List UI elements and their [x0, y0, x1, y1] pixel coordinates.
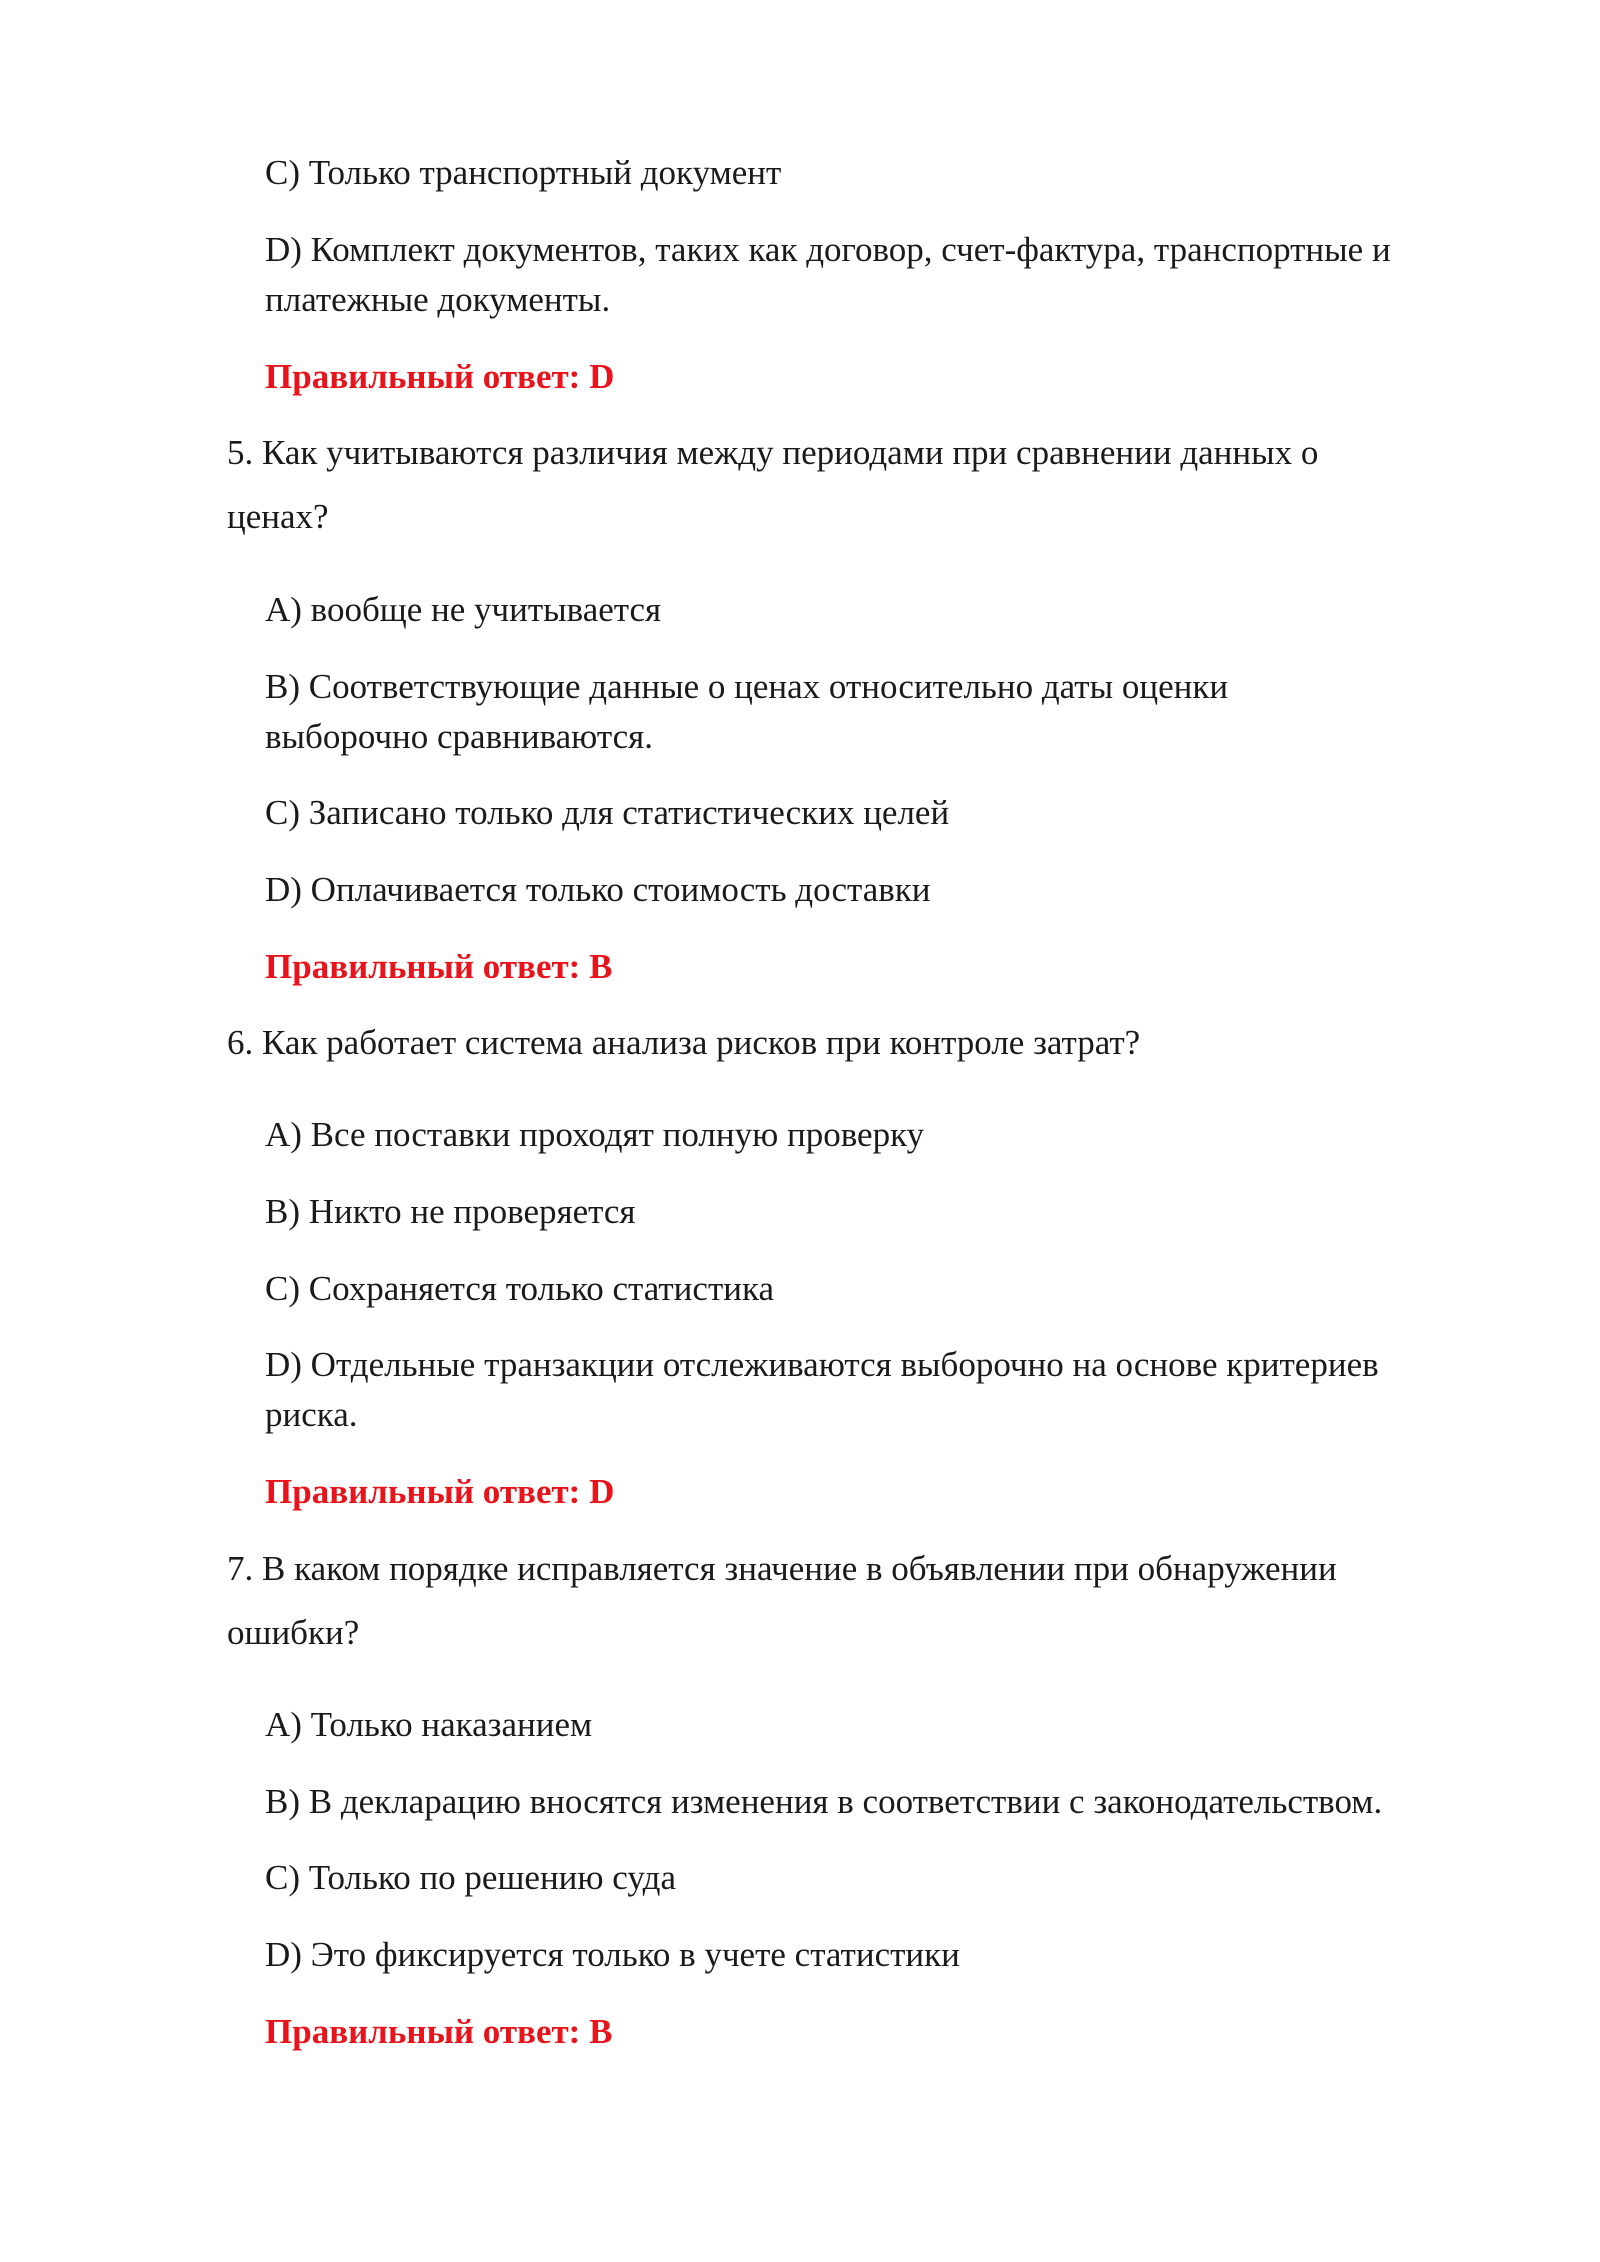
q5-option-d: D) Оплачивается только стоимость доставки	[265, 870, 931, 909]
q5-question-line1: 5. Как учитываются различия между периодами при сравнении данных о	[227, 433, 1319, 472]
q4-answer: Правильный ответ: D	[265, 357, 615, 396]
q5-question-line2: ценах?	[227, 497, 329, 536]
q5-option-c: C) Записано только для статистических целей	[265, 793, 950, 832]
q6-answer: Правильный ответ: D	[265, 1472, 615, 1511]
q5-option-b-line1: B) Соответствующие данные о ценах относительно даты оценки	[265, 667, 1229, 706]
q7-question-line2: ошибки?	[227, 1613, 360, 1652]
q6-option-d-line2: риска.	[265, 1395, 358, 1434]
q7-option-b: B) В декларацию вносятся изменения в соответствии с законодательством.	[265, 1782, 1383, 1821]
q6-option-d-line1: D) Отдельные транзакции отслеживаются выборочно на основе критериев	[265, 1345, 1379, 1384]
q6-option-c: C) Сохраняется только статистика	[265, 1269, 774, 1308]
q7-option-a: A) Только наказанием	[265, 1705, 593, 1744]
q4-option-d-line1: D) Комплект документов, таких как договор, счет-фактура, транспортные и	[265, 230, 1391, 269]
q4-option-d-line2: платежные документы.	[265, 280, 611, 319]
q6-option-a: A) Все поставки проходят полную проверку	[265, 1115, 925, 1154]
q7-option-c: C) Только по решению суда	[265, 1858, 677, 1897]
q5-option-a: A) вообще не учитывается	[265, 590, 662, 629]
q7-option-d: D) Это фиксируется только в учете статистики	[265, 1935, 960, 1974]
q4-option-c: C) Только транспортный документ	[265, 153, 782, 192]
q7-answer: Правильный ответ: B	[265, 2012, 613, 2051]
q6-option-b: B) Никто не проверяется	[265, 1192, 636, 1231]
q7-question-line1: 7. В каком порядке исправляется значение в объявлении при обнаружении	[227, 1549, 1337, 1588]
q6-question: 6. Как работает система анализа рисков при контроле затрат?	[227, 1023, 1141, 1062]
q5-answer: Правильный ответ: B	[265, 947, 613, 986]
q5-option-b-line2: выборочно сравниваются.	[265, 717, 653, 756]
